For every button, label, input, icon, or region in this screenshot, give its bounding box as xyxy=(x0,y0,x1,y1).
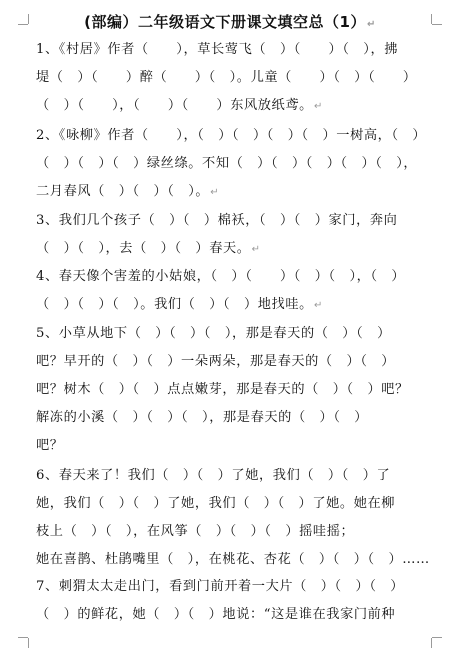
line-text: 她，我们（ ）（ ）了她，我们（ ）（ ）了她。她在柳 xyxy=(36,496,396,511)
line-text: 吧？早开的（ ）（ ）一朵两朵，那是春天的（ ）（ ） xyxy=(36,354,396,369)
text-line xyxy=(36,353,432,371)
text-line xyxy=(36,578,432,596)
line-text: （ ）（ ）（ ）。我们（ ）（ ）地找哇。 xyxy=(36,297,313,312)
line-text: 2、《咏柳》作者（ ），（ ）（ ）（ ）（ ）一树高，（ ） xyxy=(36,128,427,143)
line-text: 吧？ xyxy=(36,438,64,453)
line-text: 3、我们几个孩子（ ）（ ）棉袄，（ ）（ ）家门，奔向 xyxy=(36,213,398,228)
line-text: （ ）（ ），（ ）（ ）东风放纸鸢。 xyxy=(36,98,313,113)
line-text: 枝上（ ）（ ），在风筝（ ）（ ）（ ）摇哇摇； xyxy=(36,524,355,539)
line-text: （ ）（ ），去（ ）（ ）春天。 xyxy=(36,241,251,256)
text-line xyxy=(36,183,432,202)
crop-mark-bottom-left-h xyxy=(18,637,28,638)
text-line xyxy=(36,127,432,145)
text-line xyxy=(36,467,432,485)
text-line xyxy=(36,437,432,455)
paragraph-mark-icon: ↵ xyxy=(313,300,323,311)
text-line xyxy=(36,69,432,87)
line-text: 4、春天像个害羞的小姑娘，（ ）（ ）（ ）（ ），（ ） xyxy=(36,269,406,284)
paragraph-mark-icon: ↵ xyxy=(366,19,376,30)
line-text: 堤（ ）（ ）醉（ ）（ ）。儿童（ ）（ ）（ ） xyxy=(36,70,417,85)
line-text: 二月春风（ ）（ ）（ ）。 xyxy=(36,184,210,199)
crop-mark-bottom-left-v xyxy=(28,638,29,648)
line-text: 吧？树木（ ）（ ）点点嫩芽，那是春天的（ ）（ ）吧？ xyxy=(36,382,409,397)
line-text: （ ）的鲜花，她（ ）（ ）地说：“这是谁在我家门前种 xyxy=(36,607,396,622)
line-text: 5、小草从地下（ ）（ ）（ ），那是春天的（ ）（ ） xyxy=(36,326,391,341)
text-line xyxy=(36,97,432,116)
text-line xyxy=(36,155,432,173)
line-text: 1、《村居》作者（ ），草长莺飞（ ）（ ）（ ），拂 xyxy=(36,42,399,57)
text-line xyxy=(36,606,432,624)
crop-mark-bottom-right-h xyxy=(432,637,442,638)
text-line xyxy=(36,523,432,541)
text-line xyxy=(36,409,432,427)
text-line xyxy=(36,551,432,569)
line-text: 6、春天来了！我们（ ）（ ）了她，我们（ ）（ ）了 xyxy=(36,468,391,483)
crop-mark-bottom-right-v xyxy=(431,638,432,648)
text-line xyxy=(36,41,432,59)
document-title xyxy=(0,12,460,35)
line-text: （ ）（ ）（ ）绿丝绦。不知（ ）（ ）（ ）（ ）（ ）， xyxy=(36,156,418,171)
text-line xyxy=(36,296,432,315)
text-line xyxy=(36,240,432,259)
paragraph-mark-icon: ↵ xyxy=(210,187,220,198)
text-line xyxy=(36,325,432,343)
text-line xyxy=(36,495,432,513)
text-line xyxy=(36,381,432,399)
line-text: 她在喜鹊、杜鹃嘴里（ ），在桃花、杏花（ ）（ ）（ ）…… xyxy=(36,552,430,567)
line-text: 7、刺猬太太走出门，看到门前开着一大片（ ）（ ）（ ） xyxy=(36,579,405,594)
paragraph-mark-icon: ↵ xyxy=(251,244,261,255)
document-title-text: (部编）二年级语文下册课文填空总（1） xyxy=(84,13,366,31)
line-text: 解冻的小溪（ ）（ ）（ ），那是春天的（ ）（ ） xyxy=(36,410,369,425)
text-line xyxy=(36,212,432,230)
text-line xyxy=(36,268,432,286)
paragraph-mark-icon: ↵ xyxy=(313,101,323,112)
